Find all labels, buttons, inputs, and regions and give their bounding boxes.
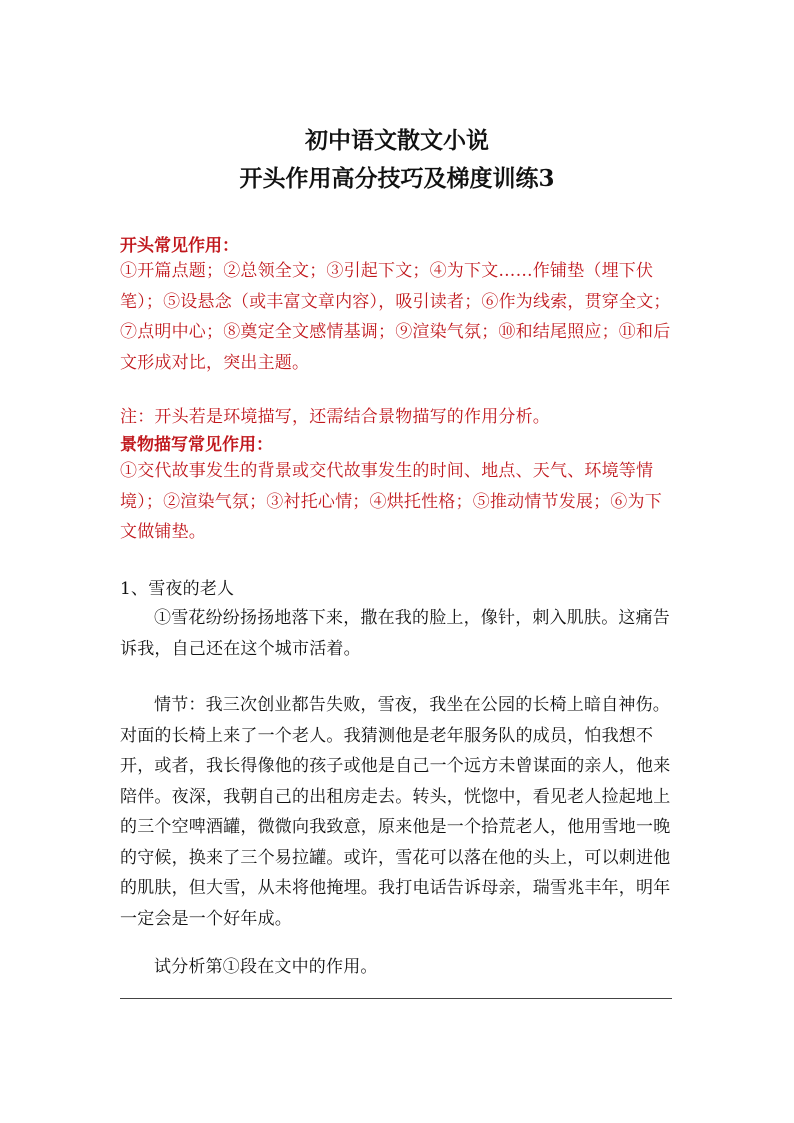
opening-functions-text: ①开篇点题；②总领全文；③引起下文；④为下文……作铺垫（埋下伏笔）；⑤设悬念（或丰富文章内容），吸引读者；⑥作为线索，贯穿全文；⑦点明中心；⑧奠定全文感情基调；⑨渲染气氛；⑩和结尾照应；⑪和后文形成对比，突出主题。 bbox=[120, 261, 671, 373]
document-title-line-2: 开头作用高分技巧及梯度训练3 bbox=[239, 165, 555, 192]
answer-line bbox=[120, 998, 672, 999]
scenery-functions-text: ①交代故事发生的背景或交代故事发生的时间、地点、天气、环境等情境）；②渲染气氛；③衬托心情；④烘托性格；⑤推动情节发展；⑥为下文做铺垫。 bbox=[120, 461, 662, 542]
opening-functions-heading: 开头常见作用： bbox=[120, 236, 239, 256]
exercise-paragraph-1: ①雪花纷纷扬扬地落下来，撒在我的脸上，像针，刺入肌肤。这痛告诉我，自己还在这个城市活着。 bbox=[120, 608, 670, 659]
scenery-functions-heading: 景物描写常见作用： bbox=[120, 435, 273, 455]
exercise-title: 1、雪夜的老人 bbox=[120, 579, 235, 599]
note-text: 注：开头若是环境描写，还需结合景物描写的作用分析。 bbox=[120, 407, 550, 427]
exercise-question: 试分析第①段在文中的作用。 bbox=[154, 957, 378, 977]
document-title-line-1: 初中语文散文小说 bbox=[305, 127, 489, 154]
exercise-plot-summary: 情节：我三次创业都告失败，雪夜，我坐在公园的长椅上暗自神伤。对面的长椅上来了一个老人。我猜测他是老年服务队的成员，怕我想不开，或者，我长得像他的孩子或他是自己一个远方未曾谋面的亲人，他来陪伴。夜深，我朝自己的出租房走去。转头，恍惚中，看见老人捡起地上的三个空啤酒罐，微微向我致意，原来他是一个拾荒老人，他用雪地一晚的守候，换来了三个易拉罐。或许，雪花可以落在他的头上，可以刺进他的肌肤，但大雪，从未将他掩埋。我打电话告诉母亲，瑞雪兆丰年，明年一定会是一个好年成。 bbox=[120, 695, 671, 929]
